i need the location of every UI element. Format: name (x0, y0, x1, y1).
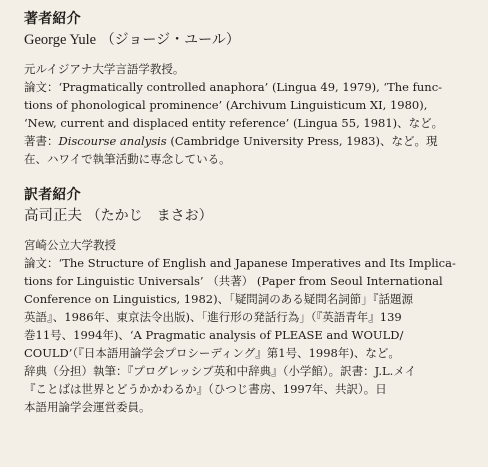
translator-bio-line: COULD’（『日本語用論学会プロシーディング』第1号、1998年)、など。 (24, 346, 400, 360)
translator-bio (24, 236, 470, 416)
translator-heading: 訳者紹介 (24, 187, 81, 203)
author-bio-final-line: 在、ハワイで執筆活動に専念している。 (24, 152, 231, 166)
translator-bio-line: 本語用論学会運営委員。 (24, 400, 151, 414)
author-name-line (24, 30, 470, 50)
author-name-reading: （ジョージ・ユール） (100, 32, 240, 48)
translator-bio-line: Conference on Linguistics, 1982)、「疑問詞のある疑問名詞節」『話題源 (24, 292, 414, 306)
author-book-title: Discourse analysis (58, 134, 167, 148)
translator-bio-line: 辞典（分担）執筆：『プログレッシブ英和中辞典』（小学館）。訳書：J.L.メイ (24, 364, 417, 378)
translator-bio-line: 論文：‘The Structure of English and Japanese Imperatives and Its Implica- (24, 256, 456, 270)
author-bio-line: tions of phonological prominence’ (Archivum Linguisticum XI, 1980), (24, 98, 428, 112)
author-bio (24, 60, 470, 168)
author-book-suffix: (Cambridge University Press, 1983)、など。現 (166, 134, 438, 148)
author-section (24, 10, 470, 168)
author-bio-line: 論文：‘Pragmatically controlled anaphora’ (Lingua 49, 1979), ‘The func- (24, 80, 443, 94)
author-book-prefix: 著書： (24, 134, 59, 148)
author-heading: 著者紹介 (24, 11, 81, 27)
translator-bio-line: 英語』、1986年、東京法令出版)、「進行形の発話行為」（『英語青年』139 (24, 310, 402, 324)
translator-bio-line: tions for Linguistic Universals’ （共著） (Paper from Seoul International (24, 274, 443, 288)
translator-name-reading: （たかじ まさお） (86, 208, 213, 224)
translator-bio-line: 巻11号、1994年)、‘A Pragmatic analysis of PLEASE and WOULD/ (24, 328, 404, 342)
translator-name-line (24, 206, 470, 226)
translator-section (24, 186, 470, 416)
author-bio-line: ‘New, current and displaced entity reference’ (Lingua 55, 1981)、など。 (24, 116, 444, 130)
author-name: George Yule (24, 32, 97, 48)
translator-name: 高司正夫 (24, 208, 82, 224)
author-book-line (24, 132, 470, 150)
translator-bio-line: 宮崎公立大学教授 (24, 238, 116, 252)
author-bio-line: 元ルイジアナ大学言語学教授。 (24, 62, 185, 76)
translator-bio-line: 『ことばは世界とどうかかわるか』（ひつじ書房、1997年、共訳）。日 (24, 382, 387, 396)
